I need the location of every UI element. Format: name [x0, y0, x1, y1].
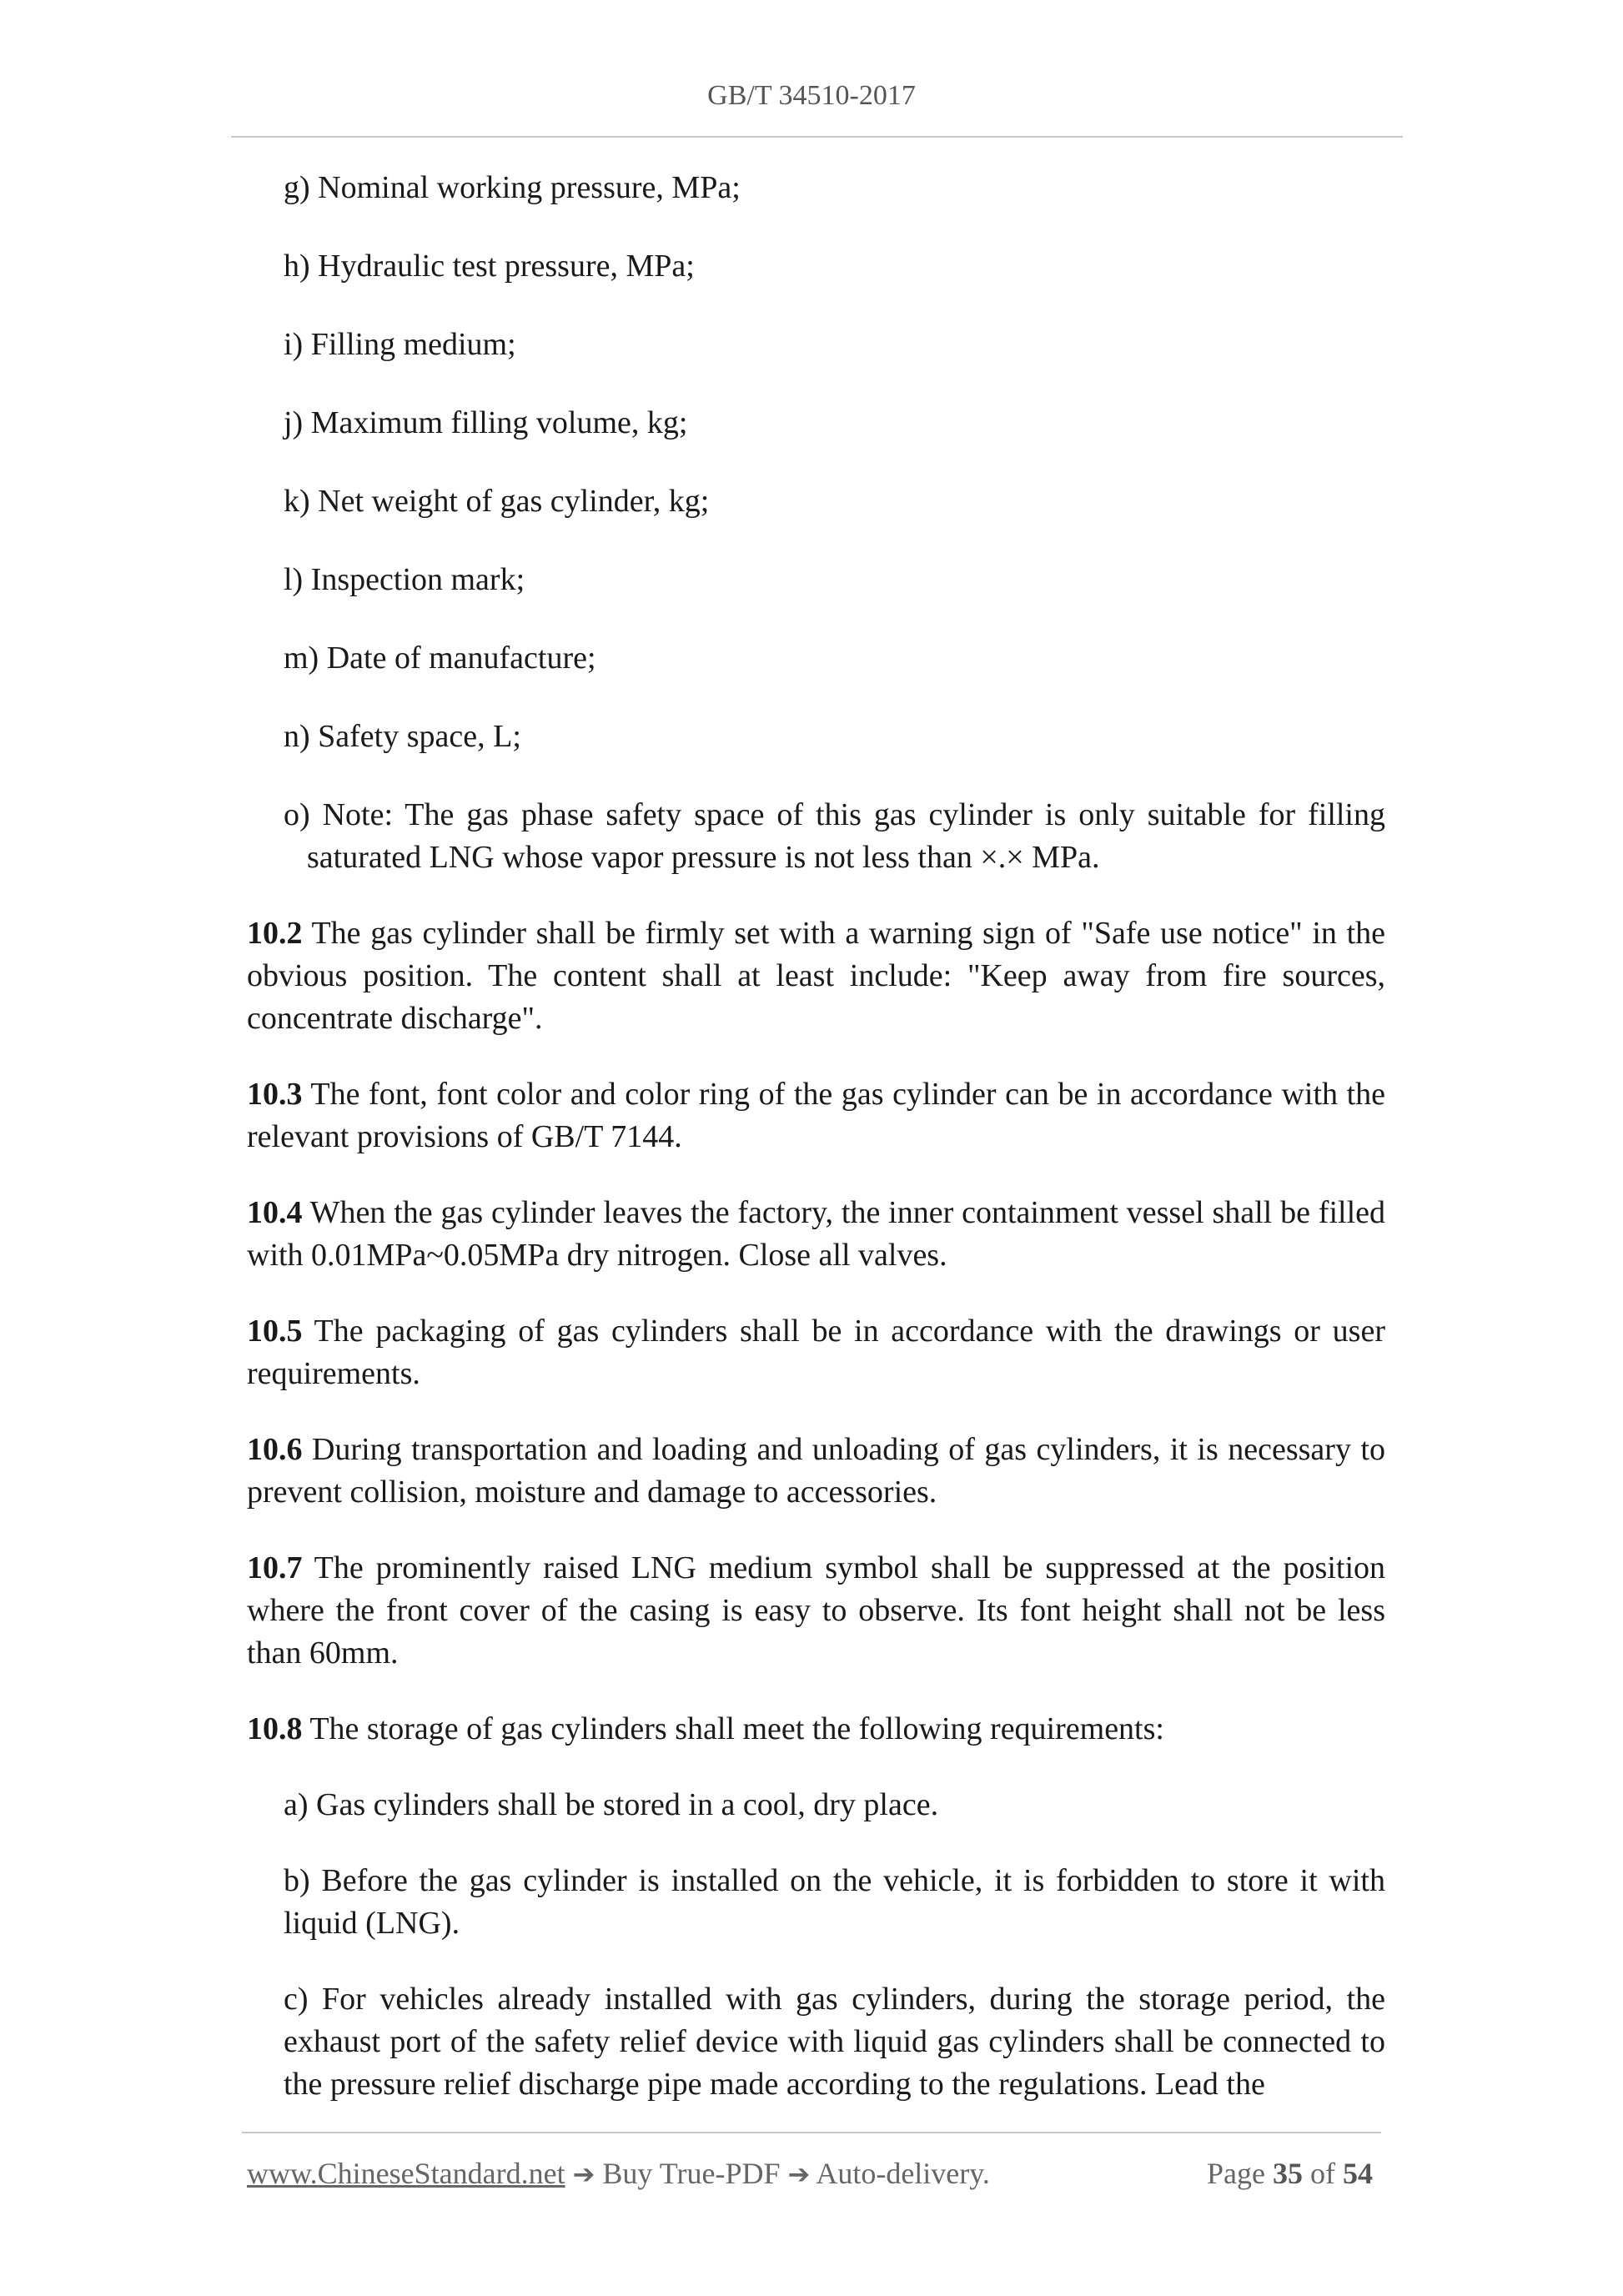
clause-10-8: [247, 1708, 1385, 1751]
clause-text: The packaging of gas cylinders shall be in accordance with the drawings or user requirements.: [247, 1314, 1385, 1391]
clause-number: 10.5: [247, 1314, 303, 1349]
page-of-label: of: [1310, 2157, 1335, 2190]
list-item-g: g) Nominal working pressure, MPa;: [284, 170, 741, 205]
clause-text: When the gas cylinder leaves the factory, the inner containment vessel shall be filled with 0.01MPa~0.05MPa dry nitrogen. Close all valves.: [247, 1195, 1385, 1273]
footer-promo: [247, 2156, 990, 2191]
list-item-k: k) Net weight of gas cylinder, kg;: [284, 484, 710, 519]
page-footer: [247, 2156, 1373, 2191]
clause-10-5: [247, 1310, 1385, 1395]
clause-10-2: [247, 912, 1385, 1040]
site-link[interactable]: www.ChineseStandard.net: [247, 2157, 565, 2190]
list-item-n: n) Safety space, L;: [284, 719, 521, 754]
page-current: 35: [1273, 2157, 1303, 2190]
clause-number: 10.3: [247, 1077, 303, 1112]
list-item-m: m) Date of manufacture;: [284, 641, 596, 676]
footer-divider: [242, 2132, 1381, 2133]
page-label: Page: [1207, 2157, 1265, 2190]
clause-10-3: [247, 1073, 1385, 1158]
list-item-o: o) Note: The gas phase safety space of this gas cylinder is only suitable for filling saturated LNG whose vapor pressure is not less than ×.× MPa.: [284, 797, 1385, 875]
sub-item-c: c) For vehicles already installed with gas cylinders, during the storage period, the exhaust port of the safety relief device with liquid gas cylinders shall be connected to the pressure relief discharge pipe made according to the regulations. Lead the: [284, 1982, 1385, 2102]
sub-item-b: b) Before the gas cylinder is installed on the vehicle, it is forbidden to store it with liquid (LNG).: [284, 1863, 1385, 1941]
clause-number: 10.2: [247, 916, 303, 951]
sub-item-a: a) Gas cylinders shall be stored in a cool, dry place.: [284, 1787, 939, 1822]
clause-10-6: [247, 1429, 1385, 1514]
page-total: 54: [1343, 2157, 1373, 2190]
clause-number: 10.8: [247, 1711, 303, 1746]
clause-number: 10.4: [247, 1195, 303, 1230]
clause-number: 10.7: [247, 1550, 303, 1585]
clause-10-7: [247, 1547, 1385, 1675]
list-item-i: i) Filling medium;: [284, 327, 516, 362]
clause-text: The gas cylinder shall be firmly set with a warning sign of "Safe use notice" in the obvious position. The content shall at least include: "Keep away from fire sources, concentrate discharge".: [247, 916, 1385, 1036]
arrow-right-icon: ➔: [572, 2158, 595, 2190]
buy-text: Buy True-PDF: [602, 2157, 781, 2190]
clause-text: The storage of gas cylinders shall meet the following requirements:: [302, 1711, 1164, 1746]
clause-text: The prominently raised LNG medium symbol shall be suppressed at the position where the front cover of the casing is easy to observe. Its font height shall not be less than 60mm.: [247, 1550, 1385, 1671]
list-item-j: j) Maximum filling volume, kg;: [284, 405, 688, 440]
page-header: GB/T 34510-2017: [707, 80, 916, 111]
list-item-l: l) Inspection mark;: [284, 562, 525, 597]
arrow-right-icon: ➔: [787, 2158, 811, 2190]
clause-text: The font, font color and color ring of the gas cylinder can be in accordance with the relevant provisions of GB/T 7144.: [247, 1077, 1385, 1154]
clause-10-4: [247, 1192, 1385, 1277]
clause-number: 10.6: [247, 1432, 303, 1467]
clause-text: During transportation and loading and unloading of gas cylinders, it is necessary to prevent collision, moisture and damage to accessories.: [247, 1432, 1385, 1510]
page-indicator: [1207, 2156, 1373, 2191]
document-body: [247, 167, 1385, 2139]
delivery-text: Auto-delivery.: [816, 2157, 990, 2190]
list-item-h: h) Hydraulic test pressure, MPa;: [284, 249, 695, 284]
header-divider: [231, 136, 1403, 138]
